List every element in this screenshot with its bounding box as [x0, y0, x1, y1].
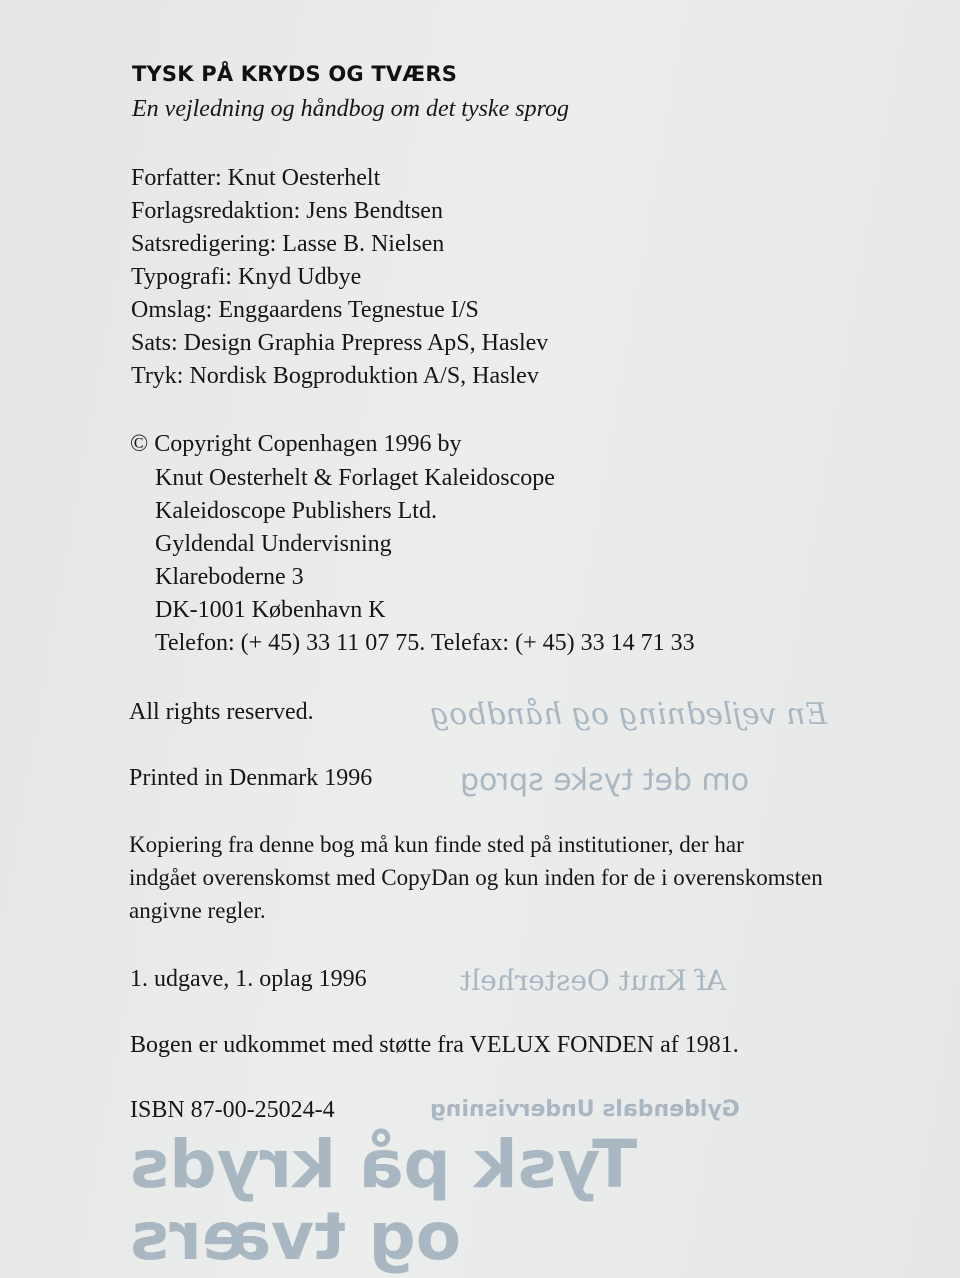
copying-notice: [129, 828, 823, 927]
credit-editor: Forlagsredaktion: Jens Bendtsen: [131, 198, 443, 224]
copyright-line: Gyldendal Undervisning: [155, 531, 392, 557]
show-through-title-2: og tværs: [130, 1198, 462, 1275]
credit-typography: Typografi: Knyd Udbye: [131, 264, 362, 290]
copyright-line: Klareboderne 3: [155, 564, 304, 590]
isbn: ISBN 87-00-25024-4: [130, 1097, 335, 1123]
copyright-line: DK-1001 København K: [155, 597, 386, 623]
credit-printing: Tryk: Nordisk Bogproduktion A/S, Haslev: [131, 363, 539, 389]
credit-cover: Omslag: Enggaardens Tegnestue I/S: [131, 297, 479, 323]
credit-author: Forfatter: Knut Oesterhelt: [131, 165, 381, 191]
notice-line: indgået overenskomst med CopyDan og kun inden for de i overenskomsten: [129, 865, 823, 890]
show-through-title-1: Tysk på kryds: [130, 1126, 638, 1203]
copyright-block: [155, 462, 695, 660]
copyright-line: Knut Oesterhelt & Forlaget Kaleidoscope: [155, 465, 555, 491]
book-subtitle: En vejledning og håndbog om det tyske sprog: [132, 96, 570, 122]
show-through-author: Af Knut Oesterhelt: [460, 964, 727, 997]
printed-in: Printed in Denmark 1996: [129, 765, 373, 791]
show-through-subtitle-2: om det tyske sprog: [460, 763, 750, 798]
credit-typesetting-editor: Satsredigering: Lasse B. Nielsen: [131, 231, 445, 257]
copyright-heading: © Copyright Copenhagen 1996 by: [130, 431, 462, 457]
copyright-line: Kaleidoscope Publishers Ltd.: [155, 498, 437, 524]
credit-typesetting: Sats: Design Graphia Prepress ApS, Haslev: [131, 330, 549, 356]
show-through-publisher: Gyldendals Undervisning: [430, 1097, 740, 1122]
rights-reserved: All rights reserved.: [129, 699, 314, 725]
support-notice: Bogen er udkommet med støtte fra VELUX FONDEN af 1981.: [130, 1032, 739, 1058]
copyright-line: Telefon: (+ 45) 33 11 07 75. Telefax: (+ 45) 33 14 71 33: [155, 630, 695, 656]
credits-list: [131, 162, 548, 393]
book-title: TYSK PÅ KRYDS OG TVÆRS: [132, 62, 458, 86]
notice-line: Kopiering fra denne bog må kun finde sted på institutioner, der har: [129, 832, 744, 857]
notice-line: angivne regler.: [129, 898, 266, 923]
show-through-subtitle-1: En vejledning og håndbog: [430, 697, 828, 732]
edition: 1. udgave, 1. oplag 1996: [130, 966, 367, 992]
